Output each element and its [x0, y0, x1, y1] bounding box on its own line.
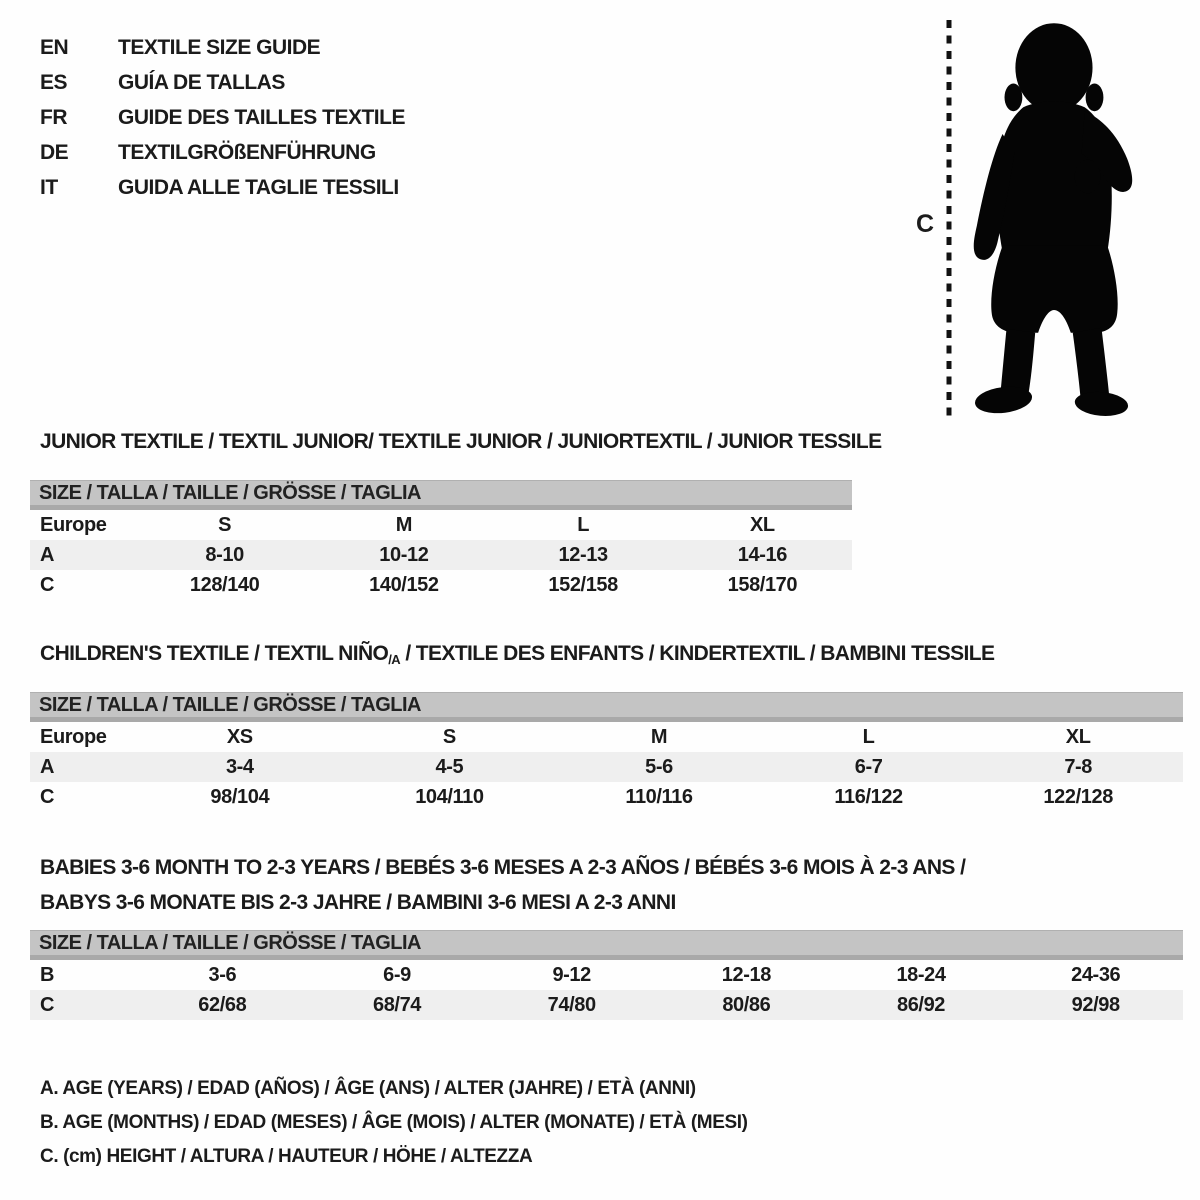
region-label: Europe	[40, 513, 107, 536]
language-row-de	[40, 135, 405, 170]
language-row-en	[40, 30, 405, 65]
language-title: TEXTILGRÖßENFÜHRUNG	[118, 140, 376, 164]
language-code: FR	[40, 105, 67, 129]
value-cell: 158/170	[727, 573, 798, 596]
babies-height-row	[30, 990, 1183, 1020]
row-label: A	[40, 543, 55, 566]
size-cell: S	[218, 513, 232, 536]
value-cell: 6-7	[854, 755, 883, 778]
babies-title-line2: BABYS 3-6 MONATE BIS 2-3 JAHRE / BAMBINI 3-6 MESI A 2-3 ANNI	[40, 891, 676, 914]
children-title-pre: CHILDREN'S TEXTILE / TEXTIL NIÑO	[40, 642, 389, 665]
babies-size-table	[30, 930, 1183, 1020]
value-cell: 92/98	[1071, 993, 1120, 1016]
value-cell: 152/158	[548, 573, 618, 596]
value-cell: 110/116	[625, 785, 693, 808]
value-cell: 74/80	[547, 993, 596, 1016]
children-size-header-bar: SIZE / TALLA / TAILLE / GRÖSSE / TAGLIA	[30, 692, 1183, 722]
language-code: IT	[40, 175, 58, 199]
size-cell: XS	[226, 725, 253, 748]
value-cell: 7-8	[1064, 755, 1093, 778]
footnote-c: C. (cm) HEIGHT / ALTURA / HAUTEUR / HÖHE / ALTEZZA	[40, 1146, 533, 1167]
value-cell: 18-24	[896, 963, 946, 986]
height-measure-label: C	[916, 210, 935, 238]
row-label: C	[40, 785, 55, 808]
language-code: ES	[40, 70, 68, 94]
value-cell: 14-16	[737, 543, 787, 566]
children-height-row	[30, 782, 1183, 812]
children-title-subscript: /A	[388, 652, 401, 667]
babies-size-header-bar: SIZE / TALLA / TAILLE / GRÖSSE / TAGLIA	[30, 930, 1183, 960]
value-cell: 12-13	[558, 543, 608, 566]
toddler-silhouette	[974, 23, 1133, 418]
junior-size-header-bar: SIZE / TALLA / TAILLE / GRÖSSE / TAGLIA	[30, 480, 852, 510]
size-cell: L	[862, 725, 875, 748]
value-cell: 62/68	[198, 993, 247, 1016]
value-cell: 4-5	[435, 755, 464, 778]
value-cell: 3-4	[225, 755, 254, 778]
value-cell: 12-18	[721, 963, 771, 986]
junior-age-row	[30, 540, 852, 570]
language-title: GUIDE DES TAILLES TEXTILE	[118, 105, 405, 129]
value-cell: 5-6	[645, 755, 673, 778]
size-cell: XL	[749, 513, 775, 536]
value-cell: 80/86	[722, 993, 771, 1016]
size-cell: M	[395, 513, 412, 536]
babies-section-title	[40, 850, 965, 920]
babies-title-line1: BABIES 3-6 MONTH TO 2-3 YEARS / BEBÉS 3-6 MESES A 2-3 AÑOS / BÉBÉS 3-6 MOIS À 2-3 ANS /	[40, 856, 966, 879]
value-cell: 10-12	[379, 543, 429, 566]
language-title: GUIDA ALLE TAGLIE TESSILI	[118, 175, 399, 199]
language-row-it	[40, 170, 405, 205]
value-cell: 68/74	[372, 993, 422, 1016]
footnote-legend	[40, 1072, 748, 1174]
children-size-table	[30, 692, 1183, 812]
size-cell: XL	[1065, 725, 1091, 748]
value-cell: 104/110	[415, 785, 484, 808]
language-list	[40, 30, 405, 205]
value-cell: 116/122	[834, 785, 903, 808]
toddler-silhouette-image	[962, 18, 1140, 423]
junior-sizes-row	[30, 510, 852, 540]
row-label: C	[40, 573, 55, 596]
language-title: GUÍA DE TALLAS	[118, 70, 285, 94]
value-cell: 140/152	[369, 573, 439, 596]
value-cell: 3-6	[208, 963, 237, 986]
value-cell: 128/140	[189, 573, 260, 596]
children-section-title	[40, 642, 994, 667]
size-cell: L	[577, 513, 590, 536]
language-code: EN	[40, 35, 69, 59]
value-cell: 86/92	[896, 993, 946, 1016]
value-cell: 24-36	[1071, 963, 1121, 986]
children-age-row	[30, 752, 1183, 782]
row-label: C	[40, 993, 55, 1016]
row-label: A	[40, 755, 55, 778]
language-row-es	[40, 65, 405, 100]
junior-size-table	[30, 480, 852, 600]
row-label: B	[40, 963, 55, 986]
value-cell: 9-12	[552, 963, 591, 986]
height-measure-dashed-line	[946, 20, 952, 422]
junior-height-row	[30, 570, 852, 600]
children-title-post: / TEXTILE DES ENFANTS / KINDERTEXTIL / BAMBINI TESSILE	[400, 642, 995, 665]
region-label: Europe	[40, 725, 107, 748]
value-cell: 98/104	[210, 785, 270, 808]
babies-months-row	[30, 960, 1183, 990]
language-code: DE	[40, 140, 69, 164]
language-title: TEXTILE SIZE GUIDE	[118, 35, 321, 59]
footnote-a: A. AGE (YEARS) / EDAD (AÑOS) / ÂGE (ANS) / ALTER (JAHRE) / ETÀ (ANNI)	[40, 1078, 696, 1099]
junior-section-title: JUNIOR TEXTILE / TEXTIL JUNIOR/ TEXTILE JUNIOR / JUNIORTEXTIL / JUNIOR TESSILE	[40, 430, 882, 453]
size-cell: S	[442, 725, 456, 748]
language-row-fr	[40, 100, 405, 135]
size-cell: M	[650, 725, 668, 748]
value-cell: 6-9	[383, 963, 411, 986]
value-cell: 122/128	[1043, 785, 1113, 808]
value-cell: 8-10	[205, 543, 244, 566]
footnote-b: B. AGE (MONTHS) / EDAD (MESES) / ÂGE (MOIS) / ALTER (MONATE) / ETÀ (MESI)	[40, 1112, 748, 1133]
children-sizes-row	[30, 722, 1183, 752]
